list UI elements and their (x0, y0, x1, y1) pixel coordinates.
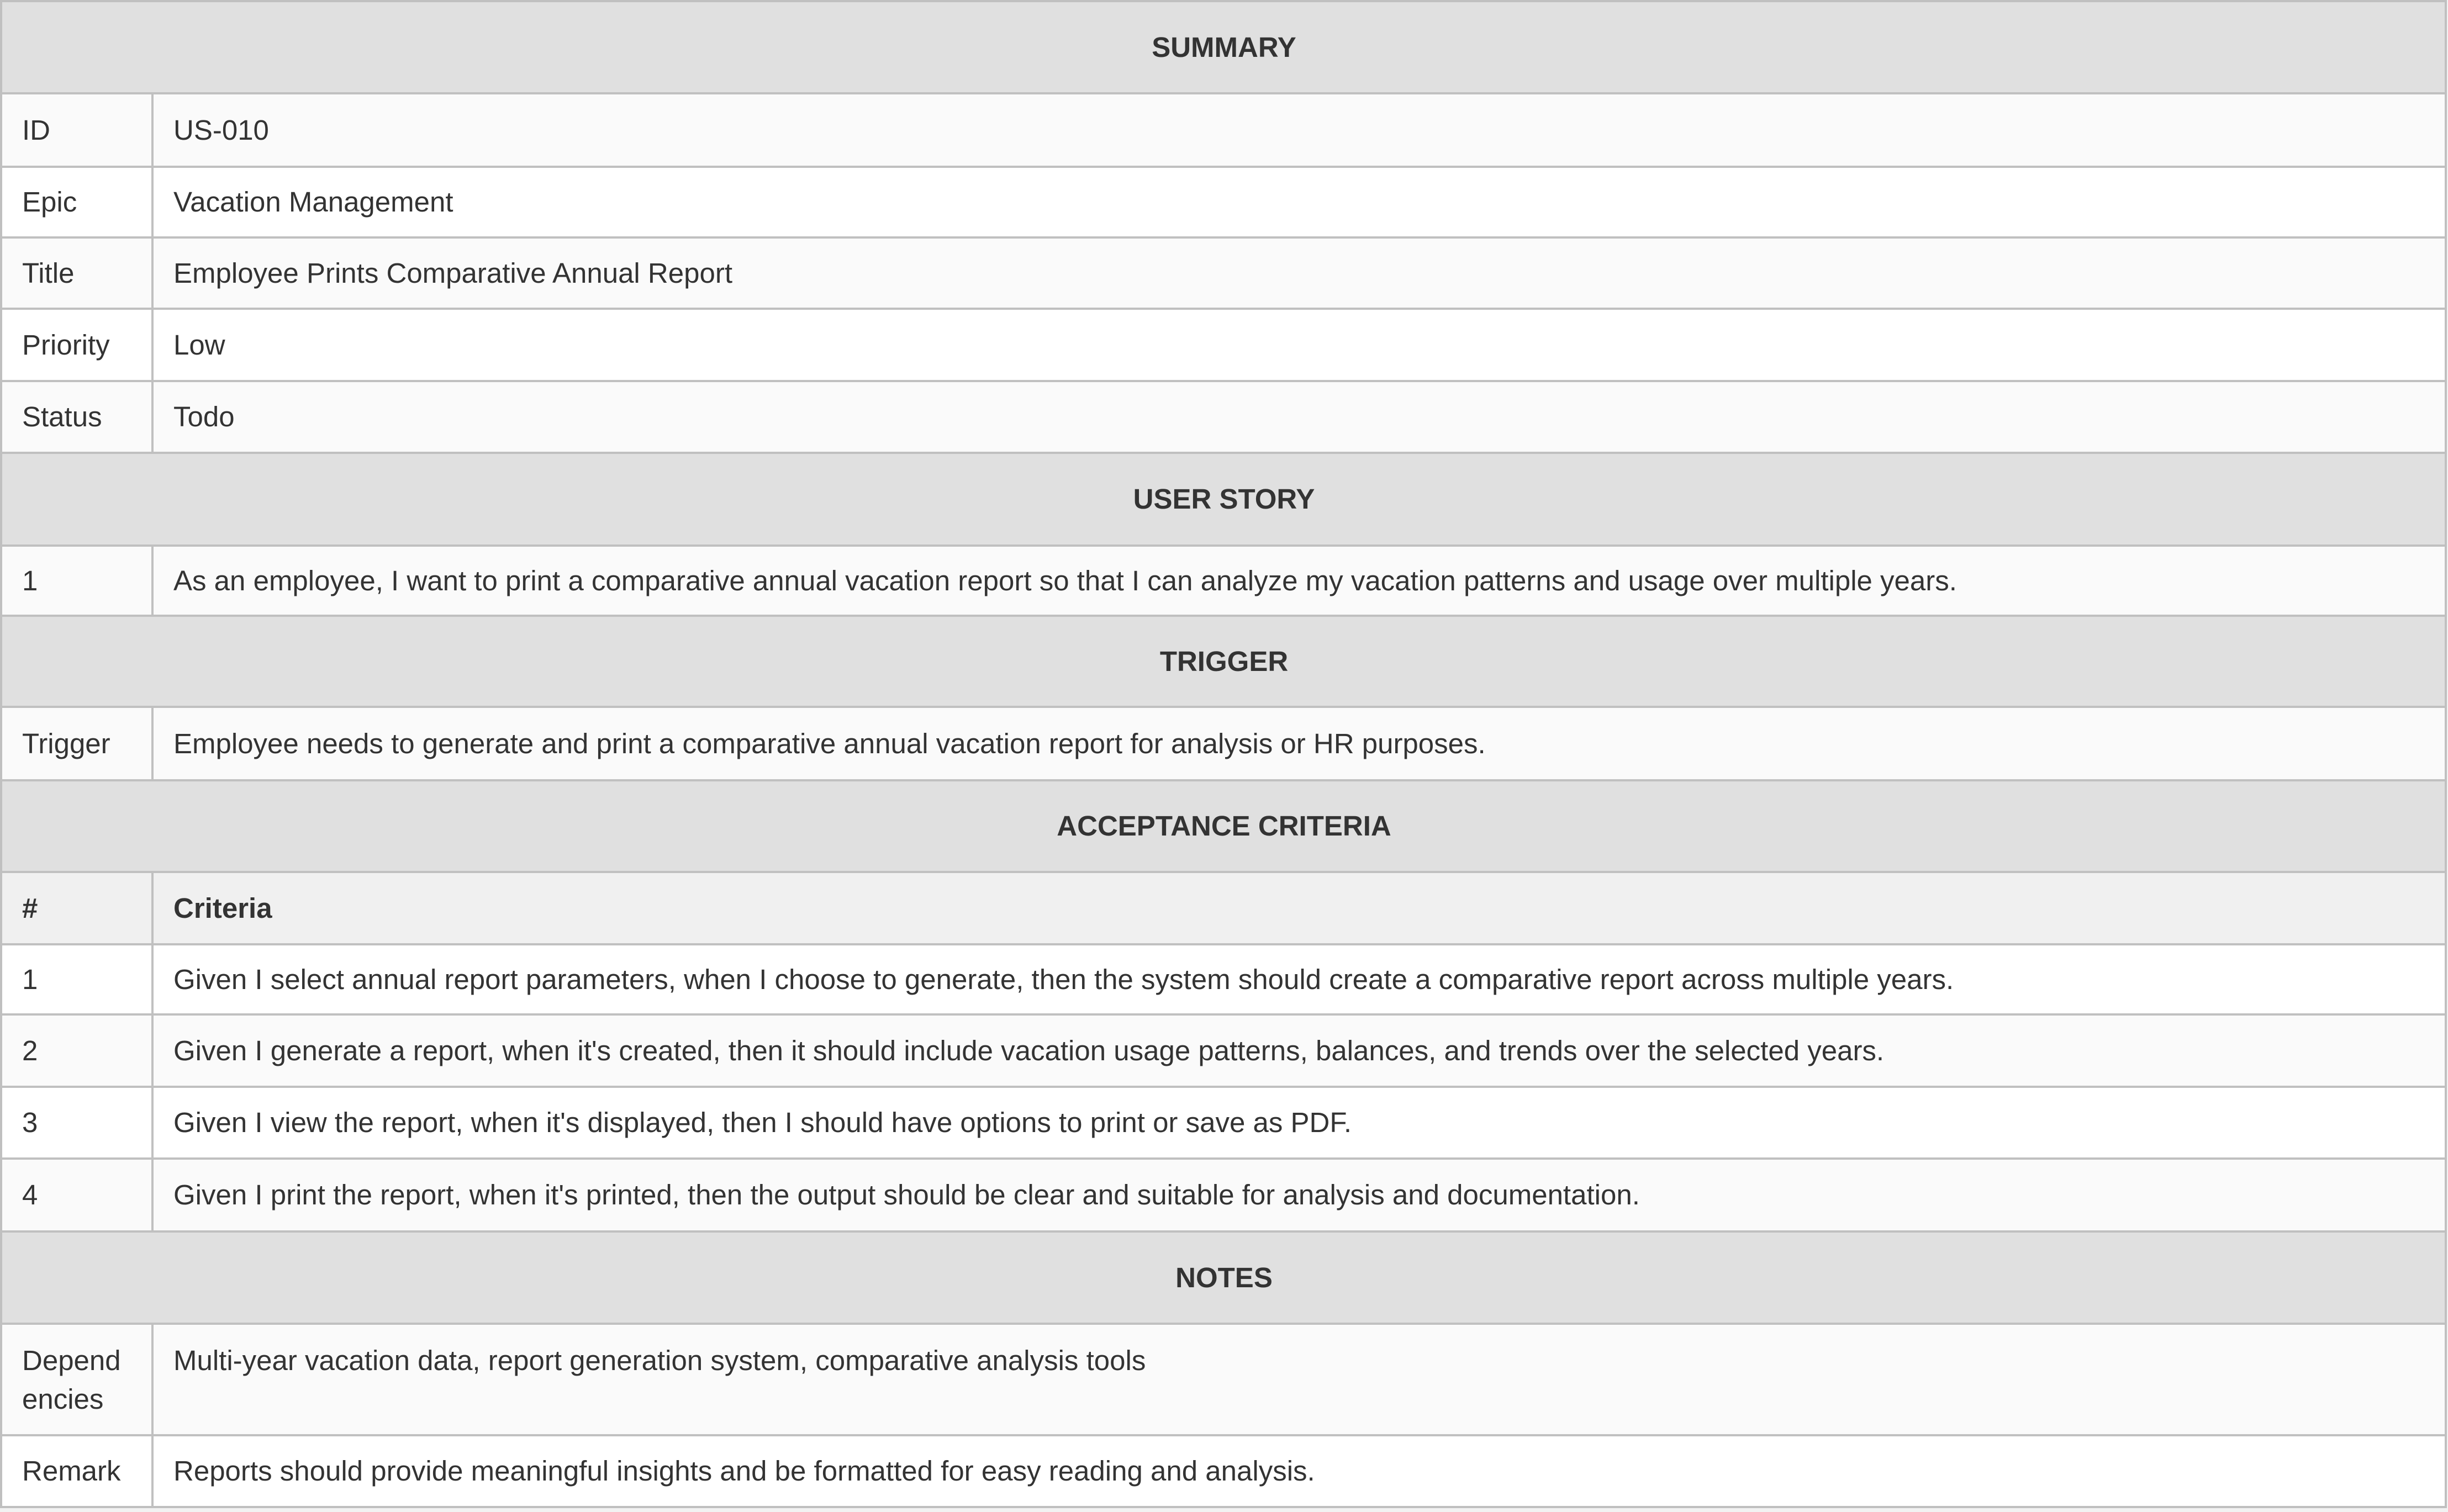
summary-row-priority (1, 309, 2446, 381)
criteria-text-header: Criteria (152, 872, 2446, 944)
summary-label: Title (1, 237, 152, 309)
section-notes-heading: NOTES (1, 1231, 2446, 1324)
section-header-row (1, 1, 2446, 93)
summary-value-priority: Low (152, 309, 2446, 381)
user-story-text: As an employee, I want to print a comparative annual vacation report so that I can analyze my vacation patterns and usage over multiple years. (152, 546, 2446, 616)
criteria-number: 4 (1, 1159, 152, 1231)
summary-value-status: Todo (152, 381, 2446, 453)
summary-value-id: US-010 (152, 93, 2446, 167)
notes-value-remark: Reports should provide meaningful insights and be formatted for easy reading and analysis. (152, 1435, 2446, 1507)
section-header-row (1, 616, 2446, 707)
summary-label: Status (1, 381, 152, 453)
criteria-row (1, 1087, 2446, 1159)
section-acceptance-criteria-heading: ACCEPTANCE CRITERIA (1, 780, 2446, 872)
criteria-number-header: # (1, 872, 152, 944)
criteria-text: Given I generate a report, when it's created, then it should include vacation usage patterns, balances, and trends over the selected years. (152, 1014, 2446, 1087)
section-header-row (1, 1231, 2446, 1324)
criteria-text: Given I view the report, when it's displayed, then I should have options to print or save as PDF. (152, 1087, 2446, 1159)
criteria-number: 1 (1, 944, 152, 1014)
notes-label-remark: Remark (1, 1435, 152, 1507)
summary-label: ID (1, 93, 152, 167)
user-story-row (1, 546, 2446, 616)
criteria-number: 2 (1, 1014, 152, 1087)
criteria-column-header-row (1, 872, 2446, 944)
summary-row-status (1, 381, 2446, 453)
criteria-row (1, 1014, 2446, 1087)
criteria-number: 3 (1, 1087, 152, 1159)
criteria-row (1, 1159, 2446, 1231)
notes-row-dependencies (1, 1324, 2446, 1435)
summary-row-id (1, 93, 2446, 167)
summary-label: Priority (1, 309, 152, 381)
trigger-row (1, 707, 2446, 780)
section-summary-heading: SUMMARY (1, 1, 2446, 93)
notes-label-dependencies: Dependencies (1, 1324, 152, 1435)
summary-value-epic: Vacation Management (152, 167, 2446, 237)
criteria-row (1, 944, 2446, 1014)
criteria-text: Given I select annual report parameters, when I choose to generate, then the system should create a comparative report across multiple years. (152, 944, 2446, 1014)
notes-row-remark (1, 1435, 2446, 1507)
summary-value-title: Employee Prints Comparative Annual Report (152, 237, 2446, 309)
trigger-text: Employee needs to generate and print a comparative annual vacation report for analysis or HR purposes. (152, 707, 2446, 780)
trigger-label: Trigger (1, 707, 152, 780)
notes-value-dependencies: Multi-year vacation data, report generation system, comparative analysis tools (152, 1324, 2446, 1435)
section-trigger-heading: TRIGGER (1, 616, 2446, 707)
section-user-story-heading: USER STORY (1, 453, 2446, 546)
section-header-row (1, 453, 2446, 546)
summary-row-epic (1, 167, 2446, 237)
summary-row-title (1, 237, 2446, 309)
user-story-number: 1 (1, 546, 152, 616)
section-header-row (1, 780, 2446, 872)
summary-label: Epic (1, 167, 152, 237)
criteria-text: Given I print the report, when it's printed, then the output should be clear and suitable for analysis and documentation. (152, 1159, 2446, 1231)
